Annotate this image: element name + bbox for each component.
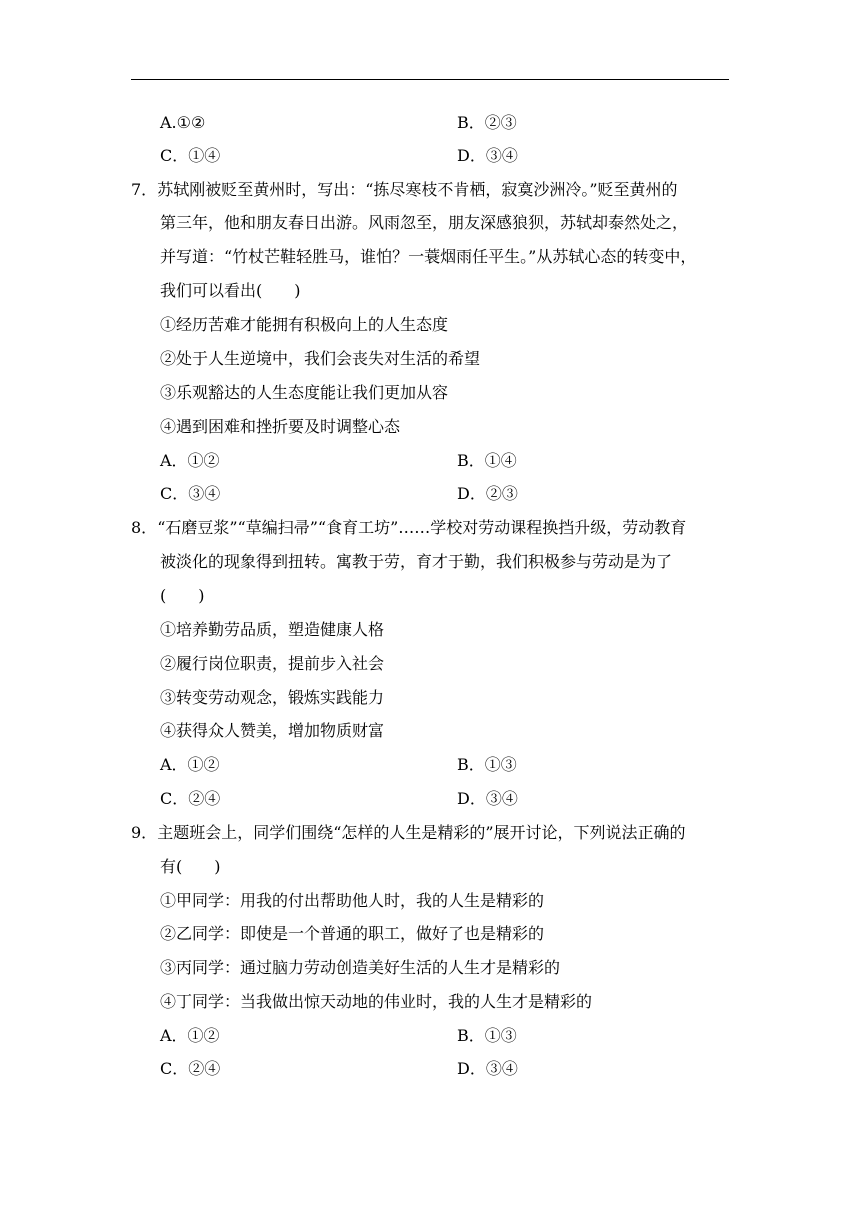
stem-line: 并写道：“竹杖芒鞋轻胜马，谁怕？一蓑烟雨任平生。”从苏轼心态的转变中， [160, 247, 697, 266]
question-number: 7． [131, 180, 158, 199]
statement: ④遇到困难和挫折要及时调整心态 [160, 417, 401, 436]
statement: ③转变劳动观念，锻炼实践能力 [160, 688, 385, 707]
option-c[interactable]: C．②④ [160, 1059, 221, 1078]
option-d[interactable]: D．③④ [457, 146, 518, 165]
statement: ②处于人生逆境中，我们会丧失对生活的希望 [160, 349, 481, 368]
question-stem [131, 822, 686, 844]
statement: ③乐观豁达的人生态度能让我们更加从容 [160, 383, 449, 402]
option-b[interactable]: B．①③ [457, 1026, 517, 1045]
option-a[interactable]: A．①② [160, 451, 220, 470]
question-number: 8． [131, 518, 158, 537]
stem-line: 被淡化的现象得到扭转。寓教于劳，育才于勤，我们积极参与劳动是为了 [160, 552, 673, 571]
stem-line: 苏轼刚被贬至黄州时，写出：“拣尽寒枝不肯栖，寂寞沙洲冷。”贬至黄州的 [157, 180, 678, 199]
statement: ④丁同学：当我做出惊天动地的伟业时，我的人生才是精彩的 [160, 992, 593, 1011]
statement: ①经历苦难才能拥有积极向上的人生态度 [160, 315, 449, 334]
option-a[interactable]: A．①② [160, 755, 220, 774]
question-stem [131, 517, 686, 539]
option-d[interactable]: D．②③ [457, 484, 518, 503]
stem-line: 主题班会上，同学们围绕“怎样的人生是精彩的”展开讨论，下列说法正确的 [157, 823, 686, 842]
statement: ④获得众人赞美，增加物质财富 [160, 721, 385, 740]
option-d[interactable]: D．③④ [457, 1059, 518, 1078]
statement: ③丙同学：通过脑力劳动创造美好生活的人生才是精彩的 [160, 958, 561, 977]
option-c[interactable]: C．②④ [160, 789, 221, 808]
stem-line: 我们可以看出( ) [160, 281, 301, 300]
option-a[interactable]: A.①② [160, 113, 206, 132]
stem-line: 有( ) [160, 857, 221, 876]
option-b[interactable]: B．①④ [457, 451, 517, 470]
option-c[interactable]: C．③④ [160, 484, 221, 503]
header-rule [131, 79, 729, 80]
stem-line: 第三年，他和朋友春日出游。风雨忽至，朋友深感狼狈，苏轼却泰然处之， [160, 213, 689, 232]
option-b[interactable]: B．②③ [457, 113, 517, 132]
question-stem [131, 179, 678, 201]
stem-line: ( ) [160, 586, 205, 605]
option-a[interactable]: A．①② [160, 1026, 220, 1045]
option-d[interactable]: D．③④ [457, 789, 518, 808]
statement: ②履行岗位职责，提前步入社会 [160, 654, 385, 673]
statement: ①培养勤劳品质，塑造健康人格 [160, 620, 385, 639]
stem-line: “石磨豆浆”“草编扫帚”“食育工坊”……学校对劳动课程换挡升级，劳动教育 [157, 518, 687, 537]
option-c[interactable]: C．①④ [160, 146, 221, 165]
statement: ①甲同学：用我的付出帮助他人时，我的人生是精彩的 [160, 891, 545, 910]
option-b[interactable]: B．①③ [457, 755, 517, 774]
question-number: 9． [131, 823, 158, 842]
statement: ②乙同学：即使是一个普通的职工，做好了也是精彩的 [160, 924, 545, 943]
